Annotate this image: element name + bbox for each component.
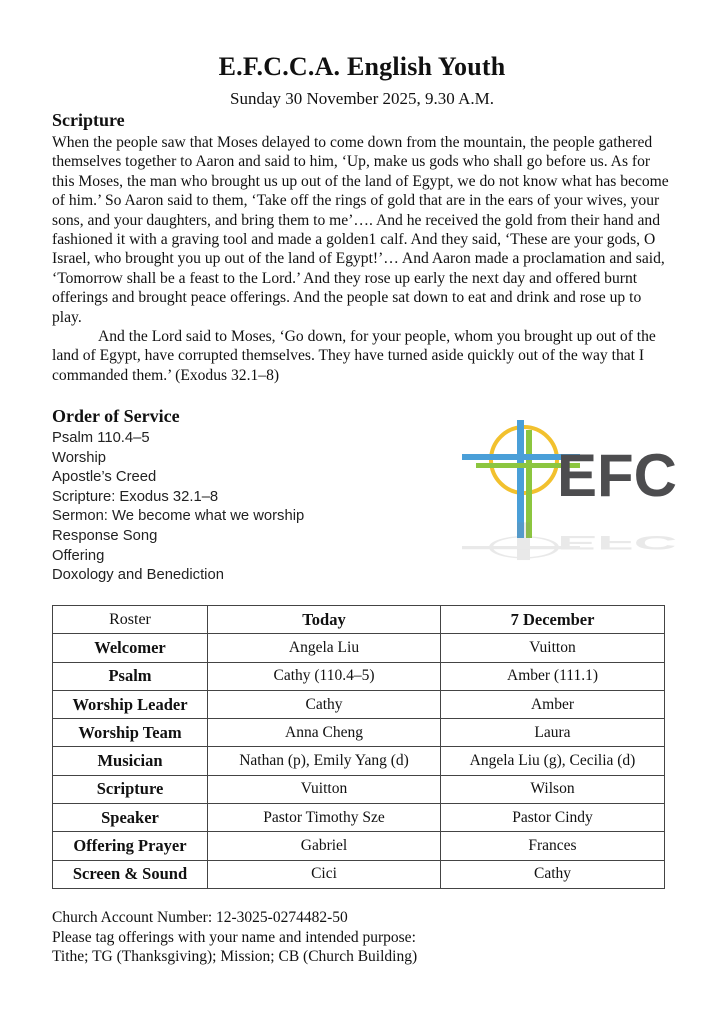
list-item: Apostle’s Creed (52, 469, 157, 486)
order-of-service-list (52, 429, 304, 586)
roster-role: Worship Team (53, 719, 208, 747)
roster-next: Angela Liu (g), Cecilia (d) (441, 747, 665, 775)
roster-today: Nathan (p), Emily Yang (d) (208, 747, 441, 775)
roster-next: Frances (441, 832, 665, 860)
roster-next: Wilson (441, 775, 665, 803)
order-of-service-heading: Order of Service (52, 406, 180, 426)
church-account-number: Church Account Number: 12-3025-0274482-50 (52, 909, 348, 926)
logo-reflection-text: EFC (557, 531, 677, 553)
roster-today: Anna Cheng (208, 719, 441, 747)
roster-role: Welcomer (53, 634, 208, 662)
table-row (53, 690, 665, 718)
page-title: E.F.C.C.A. English Youth (218, 52, 506, 81)
roster-column-header: Roster (53, 606, 208, 634)
table-row (53, 860, 665, 888)
roster-today: Pastor Timothy Sze (208, 804, 441, 832)
roster-role: Worship Leader (53, 690, 208, 718)
roster-role: Speaker (53, 804, 208, 832)
table-row (53, 832, 665, 860)
roster-next: Amber (441, 690, 665, 718)
roster-next: Pastor Cindy (441, 804, 665, 832)
table-row (53, 747, 665, 775)
roster-next: Vuitton (441, 634, 665, 662)
service-date: Sunday 30 November 2025, 9.30 A.M. (230, 89, 494, 108)
table-row (53, 662, 665, 690)
table-row (53, 804, 665, 832)
roster-today: Cici (208, 860, 441, 888)
offering-instructions: Please tag offerings with your name and intended purpose: (52, 928, 416, 946)
roster-role: Screen & Sound (53, 860, 208, 888)
scripture-passage (52, 133, 674, 385)
efc-logo-text: EFC (557, 442, 677, 509)
table-row (53, 634, 665, 662)
list-item: Response Song (52, 527, 158, 544)
roster-role: Psalm (53, 662, 208, 690)
roster-next: Laura (441, 719, 665, 747)
list-item: Scripture: Exodus 32.1–8 (52, 488, 219, 505)
list-item: Doxology and Benediction (52, 567, 224, 584)
roster-role: Scripture (53, 775, 208, 803)
roster-next: Amber (111.1) (441, 662, 665, 690)
roster-today: Cathy (208, 690, 441, 718)
roster-today: Cathy (110.4–5) (208, 662, 441, 690)
table-row (53, 775, 665, 803)
footer-notes (52, 908, 417, 967)
roster-role: Offering Prayer (53, 832, 208, 860)
roster-header-row (53, 606, 665, 634)
scripture-heading: Scripture (52, 110, 125, 130)
today-column-header: Today (208, 606, 441, 634)
roster-role: Musician (53, 747, 208, 775)
offering-categories: Tithe; TG (Thanksgiving); Mission; CB (Church Building) (52, 948, 418, 966)
scripture-paragraph-2: And the Lord said to Moses, ‘Go down, for your people, whom you brought up out of the land of Egypt, have corrupted themselves. They have turned aside quickly out of the way that I commanded them.’ (Exodus 32.1–8) (52, 328, 656, 384)
list-item: Offering (52, 547, 105, 564)
roster-today: Gabriel (208, 832, 441, 860)
list-item: Psalm 110.4–5 (52, 430, 150, 446)
roster-today: Angela Liu (208, 634, 441, 662)
roster-table (52, 605, 665, 889)
list-item: Sermon: We become what we worship (52, 508, 305, 525)
table-row (53, 719, 665, 747)
efc-logo (462, 414, 682, 564)
scripture-paragraph-1: When the people saw that Moses delayed to come down from the mountain, the people gathered themselves together to Aaron and said to him, ‘Up, make us gods who shall go before us. As for this Moses, the man who brought us up out of the land of Egypt, we do not know what has become of him.’ So Aaron said to them, ‘Take off the rings of gold that are in the ears of your wives, your sons, and your daughters, and bring them to me’…. And he received the gold from their hand and fashioned it with a graving tool and made a golden1 calf. And they said, ‘These are your gods, O Israel, who brought you up out of the land of Egypt!’… And Aaron made a proclamation and said, ‘Tomorrow shall be a feast to the Lord.’ And they rose up early the next day and offered burnt offerings and brought peace offerings. And the people sat down to eat and drink and rose up to play. (52, 134, 669, 326)
list-item: Worship (52, 449, 106, 466)
roster-next: Cathy (441, 860, 665, 888)
roster-today: Vuitton (208, 775, 441, 803)
logo-reflection (462, 522, 677, 560)
next-week-column-header: 7 December (441, 606, 665, 634)
